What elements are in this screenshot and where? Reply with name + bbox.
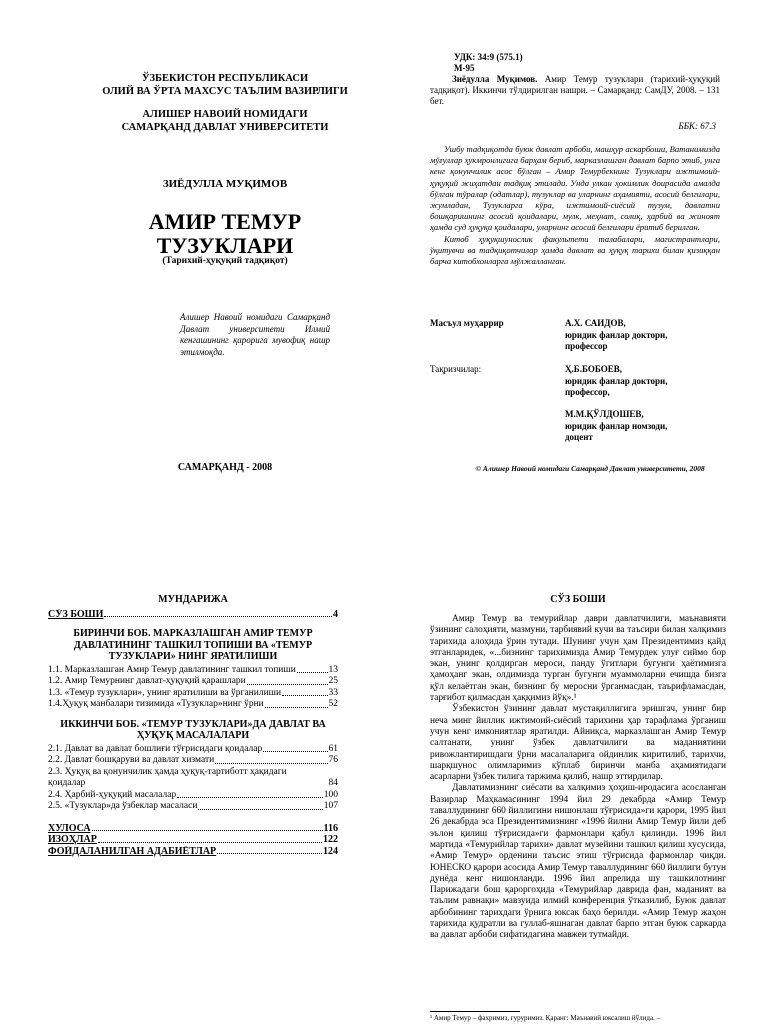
- book-title: [80, 210, 370, 258]
- preface-paragraph: Давлатимизнинг сиёсати ва халқимиз ҳоҳиш-иродасига асосланган Вазирлар Маҳкамасининг 1994 йил 29 декабрда «Амир Темур таваллудининг 660 йиллигини нишонлаш тўғрисида»ги қарори, 1995 йил 26 декабрда эса Президентимизнинг «1996 йилни Амир Темур йили деб эълон қилиш тўғрисида»ги фармонлари қабул қилинди. 1996 йил мартида «Темурийлар тарихи» давлат музейини ташкил қилиш хусусида, «Амир Темур» орденини таъсис этиш тўғрисида фармонлар чиқди. ЮНЕСКО қарори асосида Амир Темур таваллудининг 660 йиллиги бутун дунёда кенг нишонланди. 1996 йил апрелида шу ташкилотнинг Парижадаги бош қароргоҳида «Темурийлар даврида фан, маданият ва таълим равнақи» мавзуида илмий конференция ўтказилиб, Буюк давлат арбобининг тарихдаги ўрнига юксак баҳо берилди. «Амир Темур жаҳон тарихида қудратли ва гуллаб-яшнаган давлат барпо этган буюк саркарда ва давлат арбоби сифатидагина мавжеи тутмайди.: [430, 783, 726, 941]
- ministry-heading: [80, 72, 370, 98]
- copyright-line: © Алишер Навоий номидаги Самарқанд Давлат университети, 2008: [475, 464, 705, 473]
- toc-entry-conclusion[interactable]: [48, 823, 338, 835]
- university-heading: [80, 108, 370, 134]
- toc-entry-page: 100: [323, 789, 338, 800]
- toc-entry-label: СЎЗ БОШИ: [48, 608, 104, 620]
- toc-leader: [98, 842, 322, 843]
- toc-entry-label: ФОЙДАЛАНИЛГАН АДАБИЁТЛАР: [48, 845, 217, 857]
- book-title-line-2: ТУЗУКЛАРИ: [156, 233, 294, 258]
- toc-entry-page: 84: [328, 778, 338, 788]
- toc-leader: [263, 751, 327, 752]
- book-subtitle: (Тарихий-ҳуқуқий тадқиқот): [162, 256, 288, 266]
- bib-author: Зиёдулла Муқимов.: [452, 74, 538, 84]
- toc-leader: [265, 707, 328, 708]
- toc-entry[interactable]: [48, 665, 338, 677]
- toc-entry[interactable]: [48, 699, 338, 711]
- reviewer-1-name: Ҳ.Б.БОБОЕВ,: [565, 364, 622, 374]
- toc-entry[interactable]: [48, 767, 338, 790]
- toc-entry-label: 2.3. Ҳуқуқ ва қонунчилик ҳамда ҳуқуқ-тартиботт ҳақидаги қоидалар: [48, 766, 287, 788]
- reviewer-1-degree: юридик фанлар доктори,: [565, 375, 668, 386]
- toc-entry-page: 76: [328, 755, 338, 765]
- toc-leader: [282, 695, 327, 696]
- toc-entry-label: 2.2. Давлат бошқаруви ва давлат хизмати: [48, 755, 215, 765]
- udk-code: [454, 52, 523, 74]
- toc-entry-label: 2.4. Ҳарбий-ҳуқуқий масалалар: [48, 789, 177, 800]
- toc-entry-label: 2.1. Давлат ва давлат бошлиғи тўғрисидаги қоидалар: [48, 743, 263, 754]
- toc-entry-page: 4: [333, 608, 338, 620]
- toc-entry-page: 61: [328, 743, 338, 754]
- toc-leader: [198, 809, 322, 810]
- city-year: САМАРҚАНД - 2008: [177, 462, 273, 473]
- toc-entry-page: 122: [323, 834, 338, 845]
- toc-entry-label: 1.1. Марказлашган Амир Темур давлатининг ташкил топиши: [48, 664, 296, 675]
- toc-leader: [92, 830, 323, 831]
- annotation: [430, 144, 720, 267]
- editor-degree: юридик фанлар доктори,: [565, 329, 668, 340]
- toc-entry-page: 52: [328, 699, 338, 709]
- toc-entry[interactable]: [48, 790, 338, 802]
- toc-entry-preface[interactable]: [48, 609, 338, 621]
- table-of-contents: [48, 594, 338, 857]
- toc-entry-label: 2.5. «Тузуклар»да ўзбеклар масаласи: [48, 801, 198, 811]
- m-code: М-95: [454, 63, 475, 73]
- editor-label: Масъул муҳаррир: [430, 318, 504, 328]
- toc-leader: [215, 763, 327, 764]
- university-line-2: САМАРҚАНД ДАВЛАТ УНИВЕРСИТЕТИ: [121, 122, 329, 133]
- toc-entry-page: 25: [328, 676, 338, 686]
- toc-entry-page: 33: [328, 687, 338, 698]
- preface-heading: СЎЗ БОШИ: [550, 594, 606, 605]
- toc-entry-notes[interactable]: [48, 834, 338, 846]
- toc-entry-label: ИЗОҲЛАР: [48, 834, 97, 845]
- reviewer-2-name: М.М.ҚЎЛДОШЕВ,: [565, 409, 644, 419]
- preface-paragraph: Амир Темур ва темурийлар даври давлатчилиги, маънавияти ўзининг салоҳияти, мазмуни, тарбиявий кучи ва таъсири билан халқимиз тарихида алоҳида ўрин тутади. Шунинг учун ҳам Президентимиз қайд этганларидек, «...бизнинг тарихимизда Амир Темурдек улуғ сиймо бор экан, унинг қолдирган мероси, панду ўгитлари бугунги ҳаётимизга ҳамоҳанг экан, олдимизда турган бугунги муаммоларни ечишда бизга қўл келаётган экан, бизнинг бу меросни ўрганмасдан, таърифламасдан, тарғибот қилмасдан ҳаққимиз йўқ».¹: [430, 614, 726, 704]
- toc-leader: [104, 616, 332, 617]
- ministry-line-1: ЎЗБЕКИСТОН РЕСПУБЛИКАСИ: [141, 73, 309, 84]
- reviewers-label: Тақризчилар:: [430, 364, 482, 374]
- approval-note: Алишер Навоий номидаги Самарқанд Давлат университети Илмий кенгашининг қарорига мувофиқ нашр этилмоқда.: [180, 312, 330, 357]
- udk-line: УДК: 34:9 (575.1): [454, 52, 523, 62]
- toc-entry-label: 1.4.Ҳуқуқ манбалари тизимида «Тузуклар»нинг ўрни: [48, 699, 264, 709]
- reviewer-1-title: профессор,: [565, 387, 610, 397]
- author-name: ЗИЁДУЛЛА МУҚИМОВ: [162, 178, 288, 190]
- preface-paragraph: Ўзбекистон ўзининг давлат мустақиллигига эришгач, унинг бир неча минг йиллик ижтимоий-сиёсий тарихини ҳар тарафлама ўрганиш учун кенг имкониятлар яратилди. Айниқса, марказлашган Амир Темур салтанати, унинг ўзбек давлатчилиги ва маданиятини ривожлантиришдаги ўрни масалаларига ойдинлик киритилиб, тарихчи, шарқшунос олимларимиз кўплаб биринчи манба аҳамиятидаги асарларни ўзбек тилига таржима қилиб, нашр эттирдилар.: [430, 704, 726, 783]
- toc-leader: [177, 797, 323, 798]
- toc-entry[interactable]: [48, 676, 338, 688]
- toc-entry-page: 107: [323, 801, 338, 811]
- editor-info: [565, 318, 725, 353]
- bbk-code: ББК: 67.3: [678, 121, 716, 131]
- toc-leader: [247, 684, 328, 685]
- book-title-line-1: АМИР ТЕМУР: [148, 209, 302, 234]
- toc-entry-label: ХУЛОСА: [48, 822, 91, 834]
- toc-entry-label: 1.2. Амир Темурнинг давлат-ҳуқуқий қарашлари: [48, 676, 246, 686]
- toc-entry[interactable]: [48, 744, 338, 756]
- editor-title: профессор: [565, 341, 608, 351]
- toc-entry-page: 116: [323, 822, 338, 834]
- contents-heading: МУНДАРИЖА: [158, 594, 228, 605]
- toc-entry[interactable]: [48, 801, 338, 813]
- toc-chapter-2: ИККИНЧИ БОБ. «ТЕМУР ТУЗУКЛАРИ»ДА ДАВЛАТ ВА ҲУҚУҚ МАСАЛАЛАРИ: [60, 718, 326, 741]
- annotation-paragraph: Ушбу тадқиқотда буюк давлат арбоби, машҳур аскарбоши, Ватанимизда мўғуллар ҳукмронлигига барҳам бериб, марказлашган давлат барпо этиб, унга кенг қонунчилик асос бўлган – Амир Темурбекнинг Тузуклари ижтимоий-ҳуқуқий жиҳатдан тадқиқ этилади. Унда улкан ҳокимлик доирасида амалда бўлган тўралар (одатлар), тузуклар ва уларнинг аҳамияти, асосий белгилари, жумладан, Тузукларга кўра, ижтимоий-сиёсий тузум, давлатни бошқаришнинг асосий қоидалари, мулк, меҳнат, солиқ, ҳарбий ва жиноят ҳамда суд ҳуқуқи қоидалари, уларнинг асосий белгилари ёритиб берилган.: [430, 144, 720, 233]
- toc-entry-page: 124: [323, 845, 338, 857]
- footnote: ¹ Амир Темур – фахримиз, ғуруримиз. Қаранг: Маънавий юксалиш йўлида. –: [430, 1014, 661, 1022]
- toc-leader: [297, 672, 328, 673]
- editor-name: А.Х. САИДОВ,: [565, 318, 626, 328]
- bib-text: Амир Темур тузуклари (тарихий-ҳуқуқий тадқиқот). Иккинчи тўлдирилган нашри. – Самарқанд: СамДУ, 2008. – 131 бет.: [430, 74, 720, 106]
- toc-entry[interactable]: [48, 755, 338, 767]
- toc-leader: [217, 853, 322, 854]
- preface-body: [430, 614, 726, 942]
- reviewer-2-info: [565, 409, 725, 444]
- toc-entry-references[interactable]: [48, 846, 338, 858]
- toc-entry[interactable]: [48, 688, 338, 700]
- footnote-separator: [430, 1011, 520, 1012]
- bibliographic-record: [430, 74, 720, 107]
- reviewer-2-degree: юридик фанлар номзоди,: [565, 420, 668, 431]
- annotation-paragraph: Китоб ҳуқуқшунослик факультети талабалари, магистрантлари, ўқитувчи ва тадқиқотчилар ҳамда давлат ва ҳуқуқ тарихи билан қизиққан барча китобхонларга мўлжалланган.: [430, 233, 720, 267]
- toc-entry-label: 1.3. «Темур тузуклари», унинг яратилиши ва ўрганилиши: [48, 687, 282, 698]
- ministry-line-2: ОЛИЙ ВА ЎРТА МАХСУС ТАЪЛИМ ВАЗИРЛИГИ: [102, 86, 348, 97]
- university-line-1: АЛИШЕР НАВОИЙ НОМИДАГИ: [142, 109, 308, 120]
- toc-entry-page: 13: [328, 664, 338, 675]
- toc-chapter-1: БИРИНЧИ БОБ. МАРКАЗЛАШГАН АМИР ТЕМУР ДАВЛАТИНИНГ ТАШКИЛ ТОПИШИ ВА «ТЕМУР ТУЗУКЛАРИ» НИНГ ЯРАТИЛИШИ: [73, 628, 313, 662]
- reviewer-1-info: [565, 364, 725, 399]
- reviewer-2-title: доцент: [565, 432, 593, 442]
